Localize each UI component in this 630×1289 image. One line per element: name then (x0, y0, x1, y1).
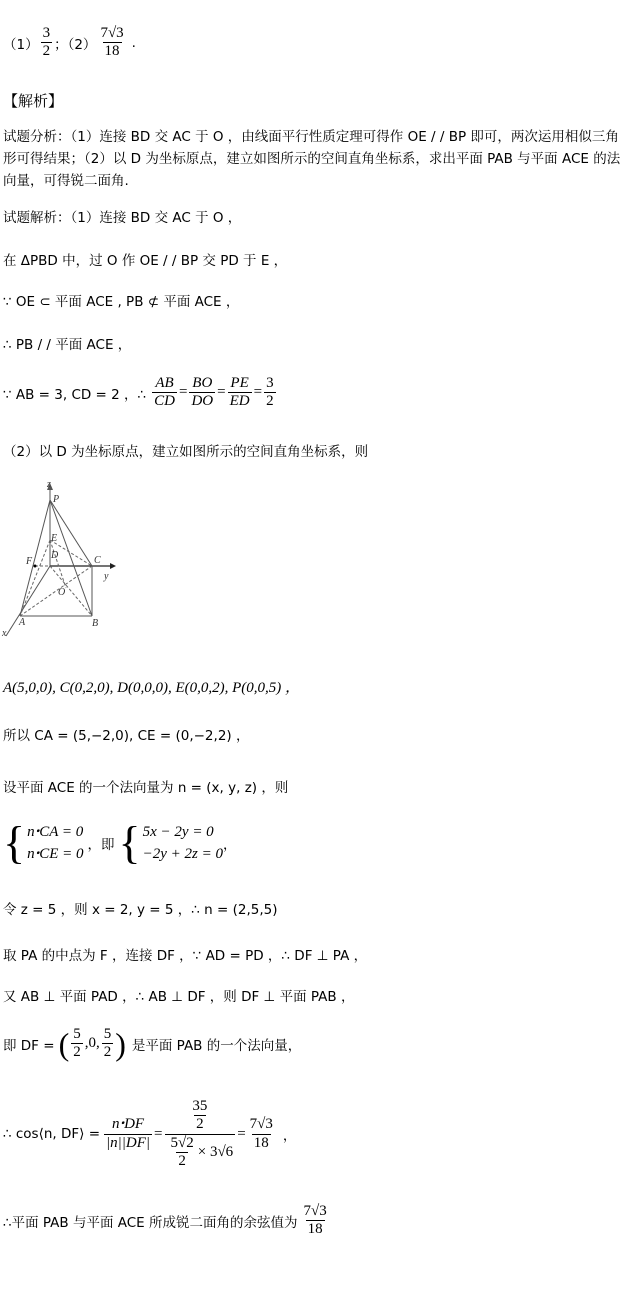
analysis-text: （1）连接 BD 交 AC 于 O ，由线面平行性质定理可得作 OE / / BP 即可，两次运用相似三角形可得结果；（2）以 D 为坐标原点，建立如图所示的空间直角坐标系，求出平面 PAB 与平面 ACE 的法向量，可得锐二面角. (3, 129, 621, 189)
answer-end: . (131, 34, 136, 51)
label-z: z (47, 479, 51, 490)
numerator-35-over-2: $\frac{35}{2}$ (192, 1098, 208, 1133)
vectors-line: 所以 CA = (5,−2,0), CE = (0,−2,2) ， (3, 728, 250, 744)
comma: , (95, 1035, 100, 1052)
analysis-label: 试题分析： (3, 129, 71, 145)
diag-db (50, 566, 92, 616)
df-vector-line (3, 1026, 301, 1062)
df-suffix: 是平面 PAB 的一个法向量， (131, 1037, 302, 1054)
equals-sign: = (178, 384, 188, 401)
label-x: x (2, 628, 7, 639)
cosine-line (3, 1098, 296, 1170)
answer-fraction-1: $\frac{3}{2}$ (42, 25, 51, 60)
ratio-fraction-bo-do: $\frac{BO}{DO}$ (191, 375, 214, 410)
section-title: 【解析】 (3, 92, 64, 110)
system-end: ， (223, 837, 237, 853)
analysis-paragraph (3, 126, 623, 192)
midpoint-line: 取 PA 的中点为 F ，连接 DF ，∵ AD = PD ，∴ DF ⊥ PA ， (3, 948, 368, 964)
conclusion-fraction: $\frac{7√3}{18}$ (303, 1203, 327, 1238)
ratio-fraction-pe-ed: $\frac{PE}{ED}$ (229, 375, 250, 410)
line-ea (20, 540, 50, 616)
answer-line (3, 25, 136, 61)
df-component-y: 0 (88, 1035, 96, 1052)
label-o: O (58, 587, 66, 598)
left-brace-1: { (3, 817, 26, 868)
ratio-fraction-3-2: $\frac{3}{2}$ (266, 375, 274, 410)
label-f: F (26, 556, 33, 567)
answer-fraction-2: $\frac{7√3}{18}$ (100, 25, 124, 60)
comma: , (84, 1035, 89, 1052)
label-d: D (51, 550, 59, 561)
cosine-fraction-2 (165, 1098, 236, 1170)
coordinate-figure (0, 478, 125, 640)
system-left: nꞏCA = 0 nꞏCE = 0 (27, 824, 84, 862)
right-paren: ) (115, 1025, 126, 1062)
solution-line-4: ∴ PB / / 平面 ACE ， (3, 337, 132, 353)
normal-vector-setup: 设平面 ACE 的一个法向量为 n = (x, y, z) ，则 (3, 780, 289, 796)
times-3root6: × 3√6 (197, 1143, 234, 1160)
ratio-prefix: ∵ AB = 3, CD = 2 ，∴ (3, 386, 147, 403)
solution-line-2: 在 ΔPBD 中，过 O 作 OE / / BP 交 PD 于 E ， (3, 253, 288, 269)
solution-line-6: （2）以 D 为坐标原点，建立如图所示的空间直角坐标系，则 (3, 444, 369, 460)
label-y: y (104, 571, 109, 582)
cosine-result: $\frac{7√3}{18}$ (249, 1116, 273, 1151)
x-axis (6, 566, 50, 636)
answer-separator: ；（2） (54, 36, 97, 53)
equation-system (3, 817, 237, 868)
solution-line-3: ∵ OE ⊂ 平面 ACE , PB ⊄ 平面 ACE ， (3, 294, 240, 310)
ratio-line (3, 375, 278, 411)
cosine-prefix: ∴ cos⟨n, DF⟩ = (3, 1126, 101, 1142)
df-component-x: $\frac{5}{2}$ (73, 1026, 81, 1061)
cosine-fraction-1: $\frac{\text{nꞏDF}}{|n||DF|}$ (106, 1116, 151, 1151)
equals-sign: = (237, 1125, 246, 1142)
line-eo (50, 540, 66, 588)
ratio-fraction-ab-cd: $\frac{AB}{CD}$ (154, 375, 175, 410)
left-paren: ( (58, 1025, 70, 1062)
label-p: P (53, 494, 60, 505)
equals-sign: = (217, 384, 226, 401)
system-middle: ，即 (87, 837, 115, 853)
equals-sign: = (154, 1125, 163, 1142)
df-prefix: 即 DF = (3, 1037, 55, 1054)
label-b: B (92, 618, 99, 629)
let-z-line: 令 z = 5 ，则 x = 2, y = 5 ，∴ n = (2,5,5) (3, 902, 278, 918)
point-coordinates: A(5,0,0), C(0,2,0), D(0,0,0), E(0,0,2), P(0,0,5) ， (3, 680, 301, 696)
label-c: C (94, 555, 101, 566)
label-a: A (19, 617, 26, 628)
conclusion-text: ∴平面 PAB 与平面 ACE 所成锐二面角的余弦值为 (3, 1214, 298, 1231)
solution-line-1: 试题解析：（1）连接 BD 交 AC 于 O ， (3, 210, 242, 226)
label-e: E (51, 533, 58, 544)
y-axis-arrow (110, 563, 116, 569)
left-brace-2: { (118, 817, 141, 868)
system-right: 5x − 2y = 0 −2y + 2z = 0 (142, 824, 223, 862)
df-component-z: $\frac{5}{2}$ (103, 1026, 112, 1061)
point-f-dot (34, 565, 37, 568)
answer-part1: （1） (3, 36, 39, 53)
perpendicular-line: 又 AB ⊥ 平面 PAD ，∴ AB ⊥ DF ，则 DF ⊥ 平面 PAB ， (3, 989, 355, 1005)
equals-sign: = (253, 384, 263, 401)
cosine-end: ， (282, 1128, 297, 1144)
denominator-5root2-over-2: $\frac{5√2}{2}$ (170, 1134, 194, 1169)
conclusion-line (3, 1203, 331, 1239)
